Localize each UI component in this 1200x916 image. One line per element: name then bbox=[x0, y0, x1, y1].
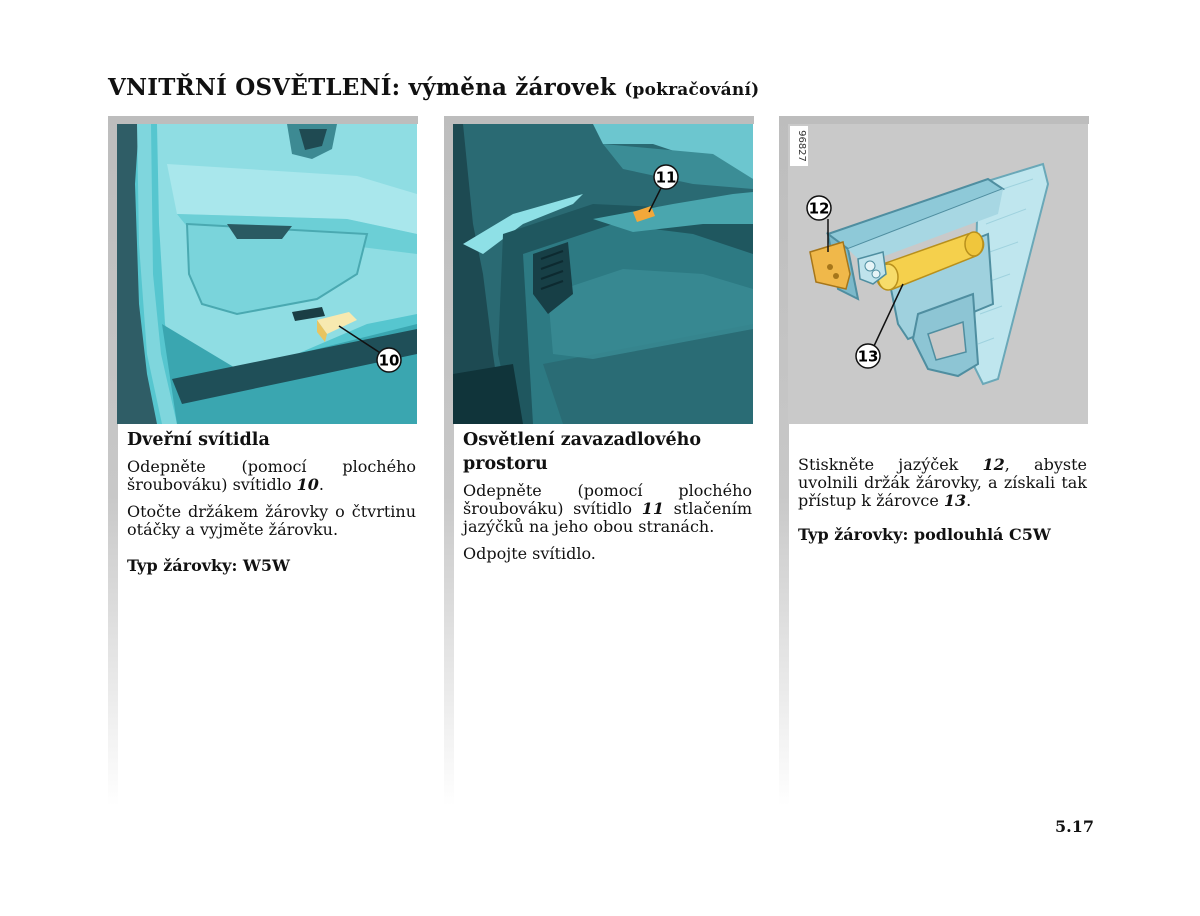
callout-12: 12 bbox=[808, 199, 830, 218]
section-heading: Dveřní svítidla bbox=[127, 430, 270, 450]
section-bulb-holder bbox=[779, 116, 1089, 806]
page-number: 5.17 bbox=[1055, 817, 1094, 836]
section-boot-light bbox=[444, 116, 754, 806]
title-sub: (pokračování) bbox=[624, 80, 760, 100]
boot-light-illustration bbox=[453, 124, 753, 424]
section-text bbox=[798, 456, 1087, 553]
section-heading: Osvětlení zavazadlového prostoru bbox=[463, 430, 702, 474]
image-code: 96827 bbox=[796, 130, 807, 162]
section-text bbox=[463, 428, 752, 572]
instruction-paragraph: Odepněte (pomocí plochého šroubováku) svítidlo 11 stlačením jazýčků na jeho obou stranách. bbox=[463, 481, 753, 536]
instruction-paragraph: Otočte držákem žárovky o čtvrtinu otáčky a vyjměte žárovku. bbox=[127, 502, 416, 539]
section-door-lights bbox=[108, 116, 418, 806]
door-light-illustration bbox=[117, 124, 417, 424]
section-text bbox=[127, 428, 416, 584]
page-title bbox=[108, 74, 759, 101]
reference-number: 12 bbox=[982, 455, 1005, 474]
instruction-paragraph: Odpojte svítidlo. bbox=[463, 544, 596, 563]
bulb-holder-illustration bbox=[788, 124, 1088, 424]
bulb-type: Typ žárovky: podlouhlá C5W bbox=[798, 525, 1051, 544]
callout-13: 13 bbox=[857, 347, 879, 366]
instruction-paragraph: Odepněte (pomocí plochého šroubováku) svítidlo 10. bbox=[127, 457, 416, 494]
callout-11: 11 bbox=[655, 168, 677, 187]
title-main: VNITŘNÍ OSVĚTLENÍ: výměna žárovek bbox=[108, 74, 617, 101]
reference-number: 11 bbox=[641, 499, 665, 518]
bulb-type: Typ žárovky: W5W bbox=[127, 556, 290, 575]
instruction-paragraph: Stiskněte jazýček 12, abyste uvolnili držák žárovky, a získali tak přístup k žárovce 13. bbox=[798, 455, 1087, 510]
callout-10: 10 bbox=[378, 351, 400, 370]
reference-number: 10 bbox=[296, 475, 319, 494]
reference-number: 13 bbox=[943, 491, 967, 510]
